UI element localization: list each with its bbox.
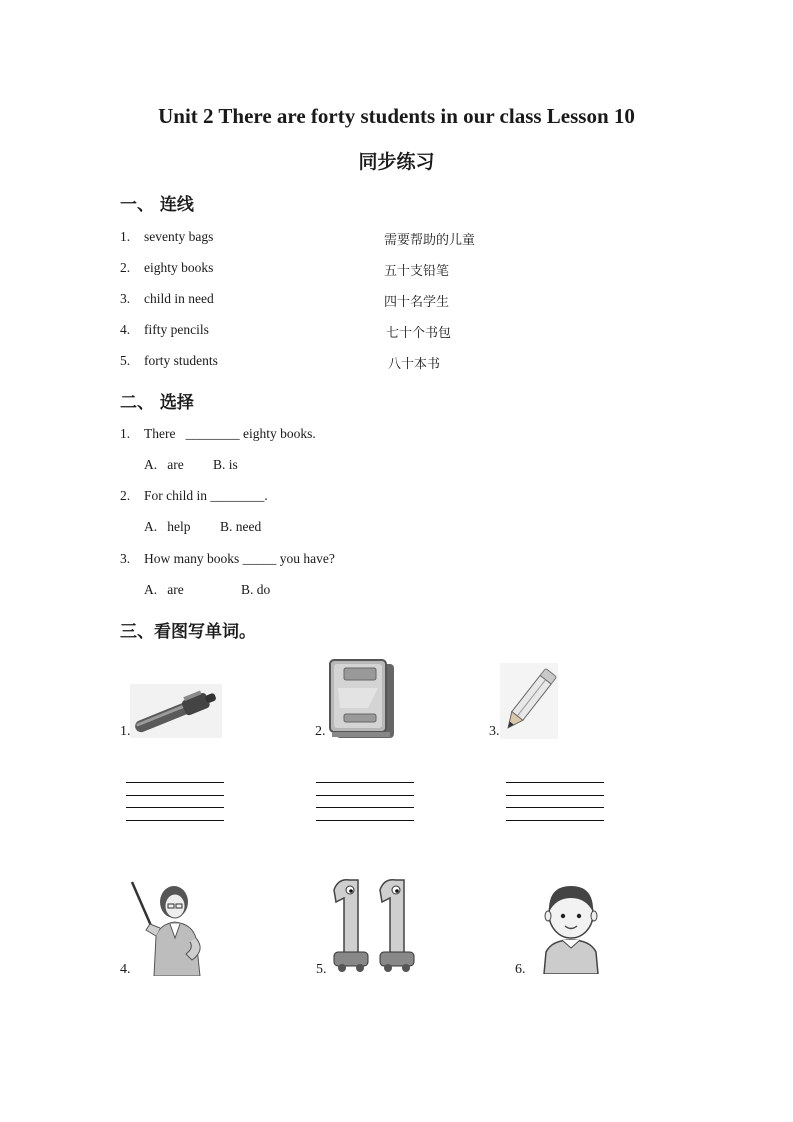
matching-item-chinese: 八十本书 <box>388 357 441 372</box>
section-matching-heading: 一、 连线 <box>120 195 194 215</box>
number-eleven-icon <box>328 876 420 974</box>
matching-item-english <box>120 291 214 307</box>
choice-question <box>120 426 316 442</box>
page-subtitle: 同步练习 <box>358 151 435 173</box>
item-text: forty students <box>144 353 218 368</box>
teacher-icon <box>130 880 208 976</box>
item-number: 5. <box>120 353 131 368</box>
option-a: A. are <box>144 457 184 472</box>
section-choice-heading: 二、 选择 <box>120 393 194 413</box>
matching-item-english <box>120 322 209 338</box>
question-number: 1. <box>120 426 131 441</box>
matching-item-english <box>120 260 213 276</box>
book-icon <box>328 658 396 740</box>
matching-item-chinese: 四十名学生 <box>384 295 450 310</box>
question-number: 3. <box>120 551 131 566</box>
option-a: A. are <box>144 582 184 597</box>
item-number: 2. <box>120 260 131 275</box>
question-text: For child in ________. <box>144 488 268 503</box>
question-text: There ________ eighty books. <box>144 426 316 441</box>
picture-number: 6. <box>515 962 526 977</box>
option-a: A. help <box>144 519 191 534</box>
writing-lines[interactable] <box>126 782 224 832</box>
item-text: fifty pencils <box>144 322 209 337</box>
question-number: 2. <box>120 488 131 503</box>
option-b: B. is <box>213 457 238 472</box>
item-number: 4. <box>120 322 131 337</box>
picture-number: 5. <box>316 962 327 977</box>
item-text: child in need <box>144 291 214 306</box>
item-text: eighty books <box>144 260 214 275</box>
matching-item-english <box>120 353 218 369</box>
item-text: seventy bags <box>144 229 214 244</box>
page-title: Unit 2 There are forty students in our class Lesson 10 <box>158 104 635 128</box>
matching-item-chinese: 需要帮助的儿童 <box>384 233 476 248</box>
pen-icon <box>130 684 222 738</box>
choice-question <box>120 488 268 504</box>
option-b: B. need <box>220 519 262 534</box>
picture-number: 2. <box>315 724 326 739</box>
choice-question <box>120 551 335 567</box>
pencil-icon <box>500 663 558 739</box>
boy-icon <box>538 880 604 974</box>
matching-item-chinese: 五十支铅笔 <box>384 264 450 279</box>
section-picture-heading: 三、看图写单词。 <box>120 622 256 642</box>
item-number: 3. <box>120 291 131 306</box>
question-text: How many books _____ you have? <box>144 551 335 566</box>
item-number: 1. <box>120 229 131 244</box>
matching-item-english <box>120 229 213 245</box>
matching-item-chinese: 七十个书包 <box>386 326 452 341</box>
writing-lines[interactable] <box>506 782 604 832</box>
picture-number: 4. <box>120 962 131 977</box>
picture-number: 1. <box>120 724 131 739</box>
picture-number: 3. <box>489 724 500 739</box>
option-b: B. do <box>241 582 271 597</box>
writing-lines[interactable] <box>316 782 414 832</box>
